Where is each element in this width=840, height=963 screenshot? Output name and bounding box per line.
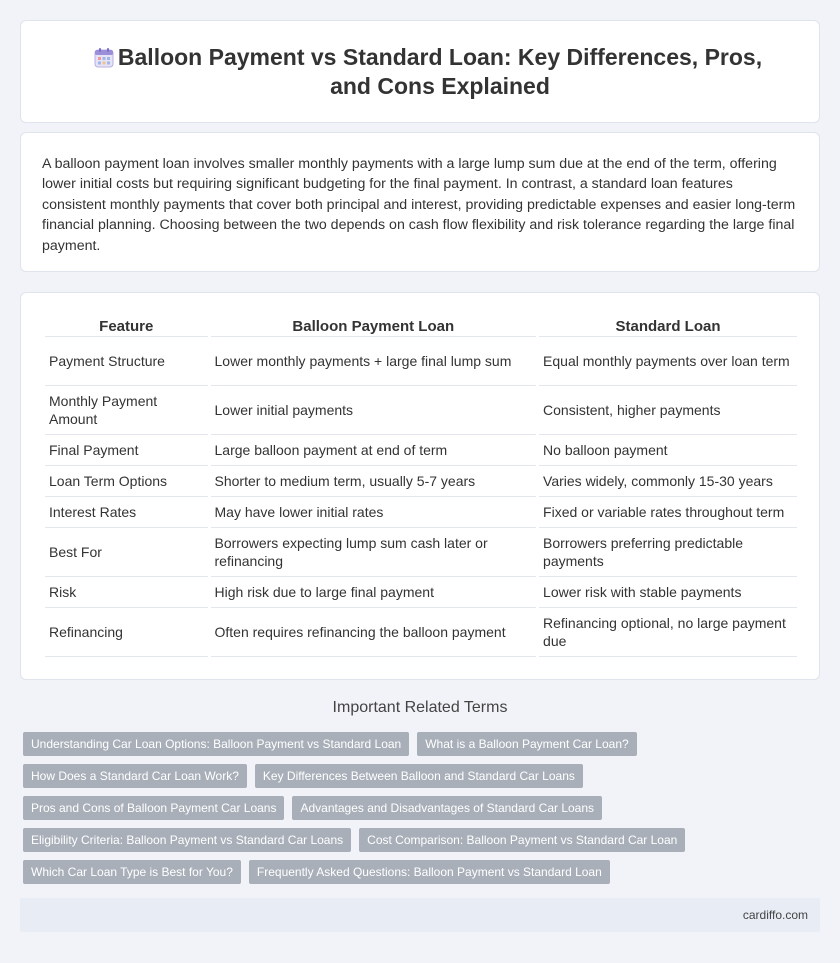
- related-tag-link[interactable]: Cost Comparison: Balloon Payment vs Standard Car Loan: [359, 828, 685, 852]
- related-tag-link[interactable]: Understanding Car Loan Options: Balloon Payment vs Standard Loan: [23, 732, 409, 756]
- table-cell: Borrowers expecting lump sum cash later or refinancing: [211, 528, 537, 577]
- table-row: [45, 435, 797, 466]
- table-cell: High risk due to large final payment: [211, 577, 537, 608]
- table-row: [45, 497, 797, 528]
- table-cell: Lower initial payments: [211, 386, 537, 435]
- page-title: Balloon Payment vs Standard Loan: Key Differences, Pros, and Cons Explained: [117, 44, 763, 99]
- intro-text: A balloon payment loan involves smaller monthly payments with a large lump sum due at the end of the term, offering lower initial costs but requiring significant budgeting for the final payment. In contrast, a standard loan features consistent monthly payments that cover both principal and interest, providing predictable expenses and easier long-term financial planning. Choosing between the two depends on cash flow flexibility and risk tolerance regarding the large final payment.: [42, 156, 796, 254]
- table-cell: Lower monthly payments + large final lump sum: [211, 337, 537, 386]
- tag-row: [23, 828, 803, 852]
- related-tags: [23, 732, 803, 892]
- header-card: [20, 20, 820, 123]
- table-cell: Varies widely, commonly 15-30 years: [539, 466, 797, 497]
- comparison-table: [42, 315, 800, 657]
- table-row: [45, 466, 797, 497]
- table-row: [45, 528, 797, 577]
- calendar-icon: [93, 47, 115, 69]
- related-tag-link[interactable]: Which Car Loan Type is Best for You?: [23, 860, 241, 884]
- table-row: [45, 608, 797, 657]
- table-cell: No balloon payment: [539, 435, 797, 466]
- footer: [20, 898, 820, 932]
- related-tag-link[interactable]: Advantages and Disadvantages of Standard Car Loans: [292, 796, 602, 820]
- table-cell: Lower risk with stable payments: [539, 577, 797, 608]
- tag-row: [23, 796, 803, 820]
- table-cell: Equal monthly payments over loan term: [539, 337, 797, 386]
- table-cell: Final Payment: [45, 435, 208, 466]
- table-cell: Monthly Payment Amount: [45, 386, 208, 435]
- tag-row: [23, 764, 803, 788]
- table-cell: Consistent, higher payments: [539, 386, 797, 435]
- related-tag-link[interactable]: Eligibility Criteria: Balloon Payment vs Standard Car Loans: [23, 828, 351, 852]
- table-cell: Refinancing optional, no large payment due: [539, 608, 797, 657]
- table-cell: May have lower initial rates: [211, 497, 537, 528]
- table-cell: Interest Rates: [45, 497, 208, 528]
- comparison-table-card: [20, 292, 820, 680]
- table-row: [45, 577, 797, 608]
- table-cell: Risk: [45, 577, 208, 608]
- tag-row: [23, 732, 803, 756]
- header-standard: Standard Loan: [539, 315, 797, 337]
- table-row: [45, 386, 797, 435]
- related-tag-link[interactable]: How Does a Standard Car Loan Work?: [23, 764, 247, 788]
- header-feature: Feature: [45, 315, 208, 337]
- table-row: [45, 337, 797, 386]
- tag-row: [23, 860, 803, 884]
- footer-site-link[interactable]: cardiffo.com: [742, 908, 808, 922]
- table-cell: Borrowers preferring predictable payments: [539, 528, 797, 577]
- table-cell: Best For: [45, 528, 208, 577]
- related-terms-title: Important Related Terms: [332, 699, 508, 716]
- related-tag-link[interactable]: What is a Balloon Payment Car Loan?: [417, 732, 636, 756]
- table-cell: Often requires refinancing the balloon payment: [211, 608, 537, 657]
- table-cell: Fixed or variable rates throughout term: [539, 497, 797, 528]
- related-tag-link[interactable]: Pros and Cons of Balloon Payment Car Loans: [23, 796, 284, 820]
- table-header-row: [45, 315, 797, 337]
- header-balloon: Balloon Payment Loan: [211, 315, 537, 337]
- table-cell: Payment Structure: [45, 337, 208, 386]
- table-cell: Large balloon payment at end of term: [211, 435, 537, 466]
- table-cell: Loan Term Options: [45, 466, 208, 497]
- related-tag-link[interactable]: Key Differences Between Balloon and Standard Car Loans: [255, 764, 583, 788]
- table-cell: Refinancing: [45, 608, 208, 657]
- related-tag-link[interactable]: Frequently Asked Questions: Balloon Payment vs Standard Loan: [249, 860, 610, 884]
- intro-card: [20, 132, 820, 272]
- title-wrap: [21, 43, 819, 101]
- table-cell: Shorter to medium term, usually 5-7 years: [211, 466, 537, 497]
